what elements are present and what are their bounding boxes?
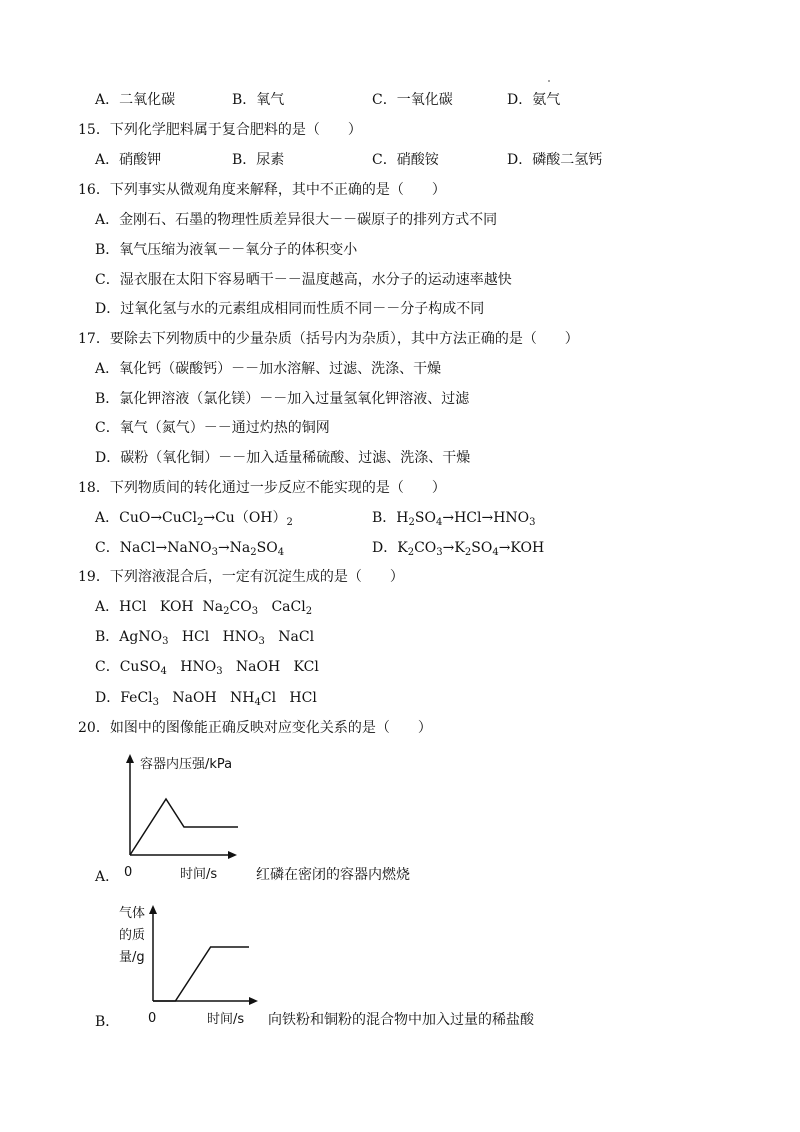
q15-option-a: A．硝酸钾: [95, 152, 162, 168]
q14-option-b: B．氧气: [232, 92, 285, 108]
q18-option-b-letter: B．: [372, 510, 397, 526]
q18-option-d: D．$K_2CO_3\to K_2SO_4\to KOH$: [372, 540, 545, 558]
q16-stem: 16．下列事实从微观角度来解释，其中不正确的是（ ）: [78, 182, 446, 198]
graph-a-origin: 0: [124, 865, 133, 880]
q16-option-a: A．金刚石、石墨的物理性质差异很大－－碳原子的排列方式不同: [95, 212, 498, 228]
graph-b-origin: 0: [148, 1011, 157, 1026]
q20-option-b-letter: B．: [95, 1014, 120, 1030]
graph-a-y-arrow: [126, 754, 134, 763]
graph-a-y-label: 容器内压强/kPa: [140, 757, 233, 772]
q16-option-b: B．氧气压缩为液氧－－氧分子的体积变小: [95, 242, 358, 258]
q19-option-a-letter: A．: [95, 599, 120, 615]
q18-option-c-letter: C．: [95, 540, 120, 556]
q18-option-a-letter: A．: [95, 510, 120, 526]
q19-option-a: A．HCl KOH $Na_2CO_3$ CaCl$_2$: [95, 599, 313, 617]
q14-option-c: C．一氧化碳: [372, 92, 453, 108]
q14-option-a: A．二氧化碳: [95, 92, 176, 108]
q20-option-a-caption: 红磷在密闭的容器内燃烧: [256, 867, 410, 883]
q19-option-b: B．AgNO$_3$ HCl $HNO_3$ NaCl: [95, 629, 315, 647]
graph-b-y-label-line3: 量/g: [119, 950, 145, 965]
graph-b: [115, 897, 265, 1027]
graph-a-x-arrow: [228, 851, 237, 859]
q15-option-b: B．尿素: [232, 152, 285, 168]
graph-b-x-label: 时间/s: [207, 1012, 245, 1027]
q20-option-a-letter: A．: [95, 869, 120, 885]
q14-option-d: D．氨气: [507, 92, 561, 108]
q15-stem: 15．下列化学肥料属于复合肥料的是（ ）: [78, 122, 362, 138]
q20-option-b-caption: 向铁粉和铜粉的混合物中加入过量的稀盐酸: [268, 1012, 534, 1028]
graph-b-y-arrow: [149, 905, 157, 914]
q19-stem: 19．下列溶液混合后，一定有沉淀生成的是（ ）: [78, 569, 404, 585]
q18-option-b: B．$H_2SO_4\to HCl\to HNO_3$: [372, 510, 536, 528]
q19-option-c-letter: C．: [95, 659, 120, 675]
q19-option-c: C．CuSO$_4$ $HNO_3$ NaOH KCl: [95, 659, 319, 677]
q17-stem: 17．要除去下列物质中的少量杂质（括号内为杂质），其中方法正确的是（ ）: [78, 331, 579, 347]
q17-option-a: A．氧化钙（碳酸钙）－－加水溶解、过滤、洗涤、干燥: [95, 361, 442, 377]
q16-option-c: C．湿衣服在太阳下容易晒干－－温度越高，水分子的运动速率越快: [95, 272, 512, 288]
q18-stem: 18．下列物质间的转化通过一步反应不能实现的是（ ）: [78, 480, 446, 496]
q17-option-c: C．氧气（氮气）－－通过灼热的铜网: [95, 420, 330, 436]
q17-option-d: D．碳粉（氧化铜）－－加入适量稀硫酸、过滤、洗涤、干燥: [95, 450, 471, 466]
q20-stem: 20．如图中的图像能正确反映对应变化关系的是（ ）: [78, 720, 432, 736]
graph-a-curve: [130, 799, 238, 855]
q15-option-d: D．磷酸二氢钙: [507, 152, 603, 168]
q19-option-d-letter: D．: [95, 690, 121, 706]
graph-b-y-label-line1: 气体: [119, 906, 146, 921]
q16-option-d: D．过氧化氢与水的元素组成相同而性质不同－－分子构成不同: [95, 301, 485, 317]
graph-b-curve: [153, 947, 249, 1001]
q18-option-a: A．$CuO\to CuCl_2\to Cu(OH)_2$: [95, 510, 293, 528]
q15-option-c: C．硝酸铵: [372, 152, 439, 168]
graph-b-y-label-line2: 的质: [119, 928, 146, 943]
q18-option-d-letter: D．: [372, 540, 398, 556]
q19-option-b-letter: B．: [95, 629, 120, 645]
graph-a: [110, 752, 250, 882]
q17-option-b: B．氯化钾溶液（氯化镁）－－加入过量氢氧化钾溶液、过滤: [95, 391, 470, 407]
q18-option-c: C．$NaCl\to NaNO_3\to Na_2SO_4$: [95, 540, 285, 558]
graph-b-x-arrow: [249, 997, 258, 1005]
stray-dot: [548, 80, 550, 82]
graph-a-x-label: 时间/s: [180, 867, 218, 882]
q19-option-d: D．FeCl$_3$ NaOH $NH_4Cl$ HCl: [95, 690, 317, 708]
